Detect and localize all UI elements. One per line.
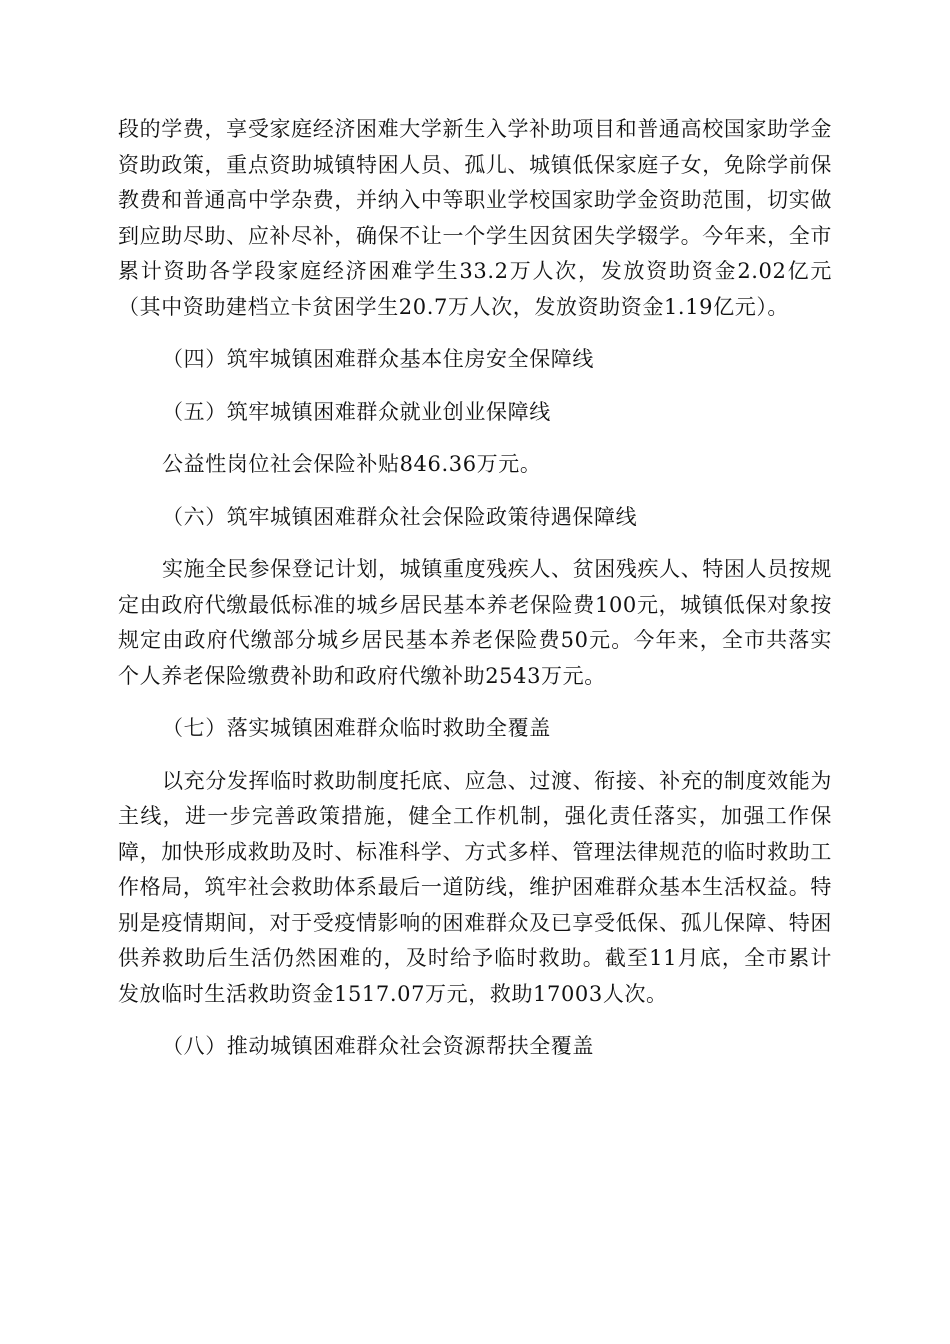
paragraph-social-insurance: 实施全民参保登记计划，城镇重度残疾人、贫困残疾人、特困人员按规定由政府代缴最低标准的城乡居民基本养老保险费100元，城镇低保对象按规定由政府代缴部分城乡居民基本养老保险费50元。今年来，全市共落实个人养老保险缴费补助和政府代缴补助2543万元。 — [118, 557, 832, 688]
spacer — [118, 325, 832, 342]
paragraph-student-aid: 段的学费，享受家庭经济困难大学新生入学补助项目和普通高校国家助学金资助政策，重点资助城镇特困人员、孤儿、城镇低保家庭子女，免除学前保教费和普通高中学杂费，并纳入中等职业学校国家助学金资助范围，切实做到应助尽助、应补尽补，确保不让一个学生因贫困失学辍学。今年来，全市累计资助各学段家庭经济困难学生33.2万人次，发放资助资金2.02亿元（其中资助建档立卡贫困学生20.7万人次，发放资助资金1.19亿元）。 — [118, 117, 832, 319]
spacer — [118, 430, 832, 447]
document-body — [118, 112, 832, 1065]
section-heading-employment: （五）筑牢城镇困难群众就业创业保障线 — [162, 399, 551, 424]
section-heading-housing: （四）筑牢城镇困难群众基本住房安全保障线 — [162, 347, 594, 371]
spacer — [118, 483, 832, 500]
spacer — [118, 747, 832, 764]
section-heading-temporary-aid: （七）落实城镇困难群众临时救助全覆盖 — [162, 716, 551, 740]
spacer — [118, 1012, 832, 1029]
spacer — [118, 378, 832, 395]
spacer — [118, 694, 832, 711]
paragraph-temporary-aid: 以充分发挥临时救助制度托底、应急、过渡、衔接、补充的制度效能为主线，进一步完善政策措施，健全工作机制，强化责任落实，加强工作保障，加快形成救助及时、标准科学、方式多样、管理法律规范的临时救助工作格局，筑牢社会救助体系最后一道防线，维护困难群众基本生活权益。特别是疫情期间，对于受疫情影响的困难群众及已享受低保、孤儿保障、特困供养救助后生活仍然困难的，及时给予临时救助。截至11月底，全市累计发放临时生活救助资金1517.07万元，救助17003人次。 — [118, 768, 832, 1006]
spacer — [118, 535, 832, 552]
paragraph-employment-subsidy: 公益性岗位社会保险补贴846.36万元。 — [162, 452, 542, 476]
section-heading-social-resources: （八）推动城镇困难群众社会资源帮扶全覆盖 — [162, 1034, 594, 1058]
section-heading-social-insurance: （六）筑牢城镇困难群众社会保险政策待遇保障线 — [162, 504, 638, 529]
